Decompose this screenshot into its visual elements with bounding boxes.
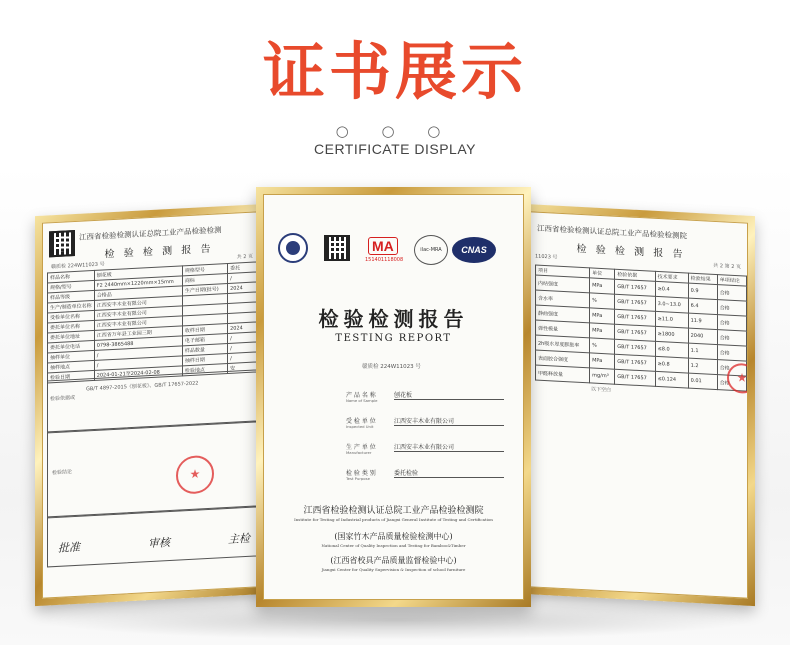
left-org-name: 江西省检验检测认证总院工业产品检验检测 xyxy=(79,225,222,242)
field-value: 委托检验 xyxy=(394,468,504,478)
left-basis-text: GB/T 4897-2015《刨花板》、GB/T 17657-2022 xyxy=(86,380,199,393)
table-header-cell: 单位 xyxy=(590,268,615,279)
ilac-mra-badge: ilac-MRA xyxy=(414,235,448,265)
table-cell: MPa xyxy=(590,278,615,294)
table-cell: 合格 xyxy=(717,315,746,332)
left-report-title: 检 验 检 测 报 告 xyxy=(104,243,214,261)
table-cell: 江西省万年县工业园三期 xyxy=(94,326,182,341)
table-cell: % xyxy=(590,338,615,354)
right-results-table xyxy=(535,265,747,392)
table-header-cell: 技术要求 xyxy=(655,271,688,283)
table-cell: 弹性模量 xyxy=(536,320,590,338)
table-cell: ≤8.0 xyxy=(655,341,688,358)
table-header-cell: 检验依据 xyxy=(615,269,655,281)
cma-badge: MA xyxy=(368,237,398,255)
table-cell: 江西安丰木业有限公司 xyxy=(94,316,182,331)
signature-main: 主检 xyxy=(228,531,250,546)
right-report-no: 11023 号 xyxy=(535,253,558,261)
table-cell: 1.2 xyxy=(688,358,717,375)
field-sublabel: Name of Sample xyxy=(346,398,378,403)
table-cell: ≥1800 xyxy=(655,326,688,343)
table-cell: 合格 xyxy=(717,330,746,347)
table-cell: 2h吸水厚度膨胀率 xyxy=(536,335,590,353)
table-cell: GB/T 17657 xyxy=(615,339,655,356)
table-cell: 样品等级 xyxy=(48,290,95,302)
table-cell: 生产/制造单位名称 xyxy=(48,300,95,312)
cnas-badge: CNAS xyxy=(452,237,496,263)
table-cell: ≥0.4 xyxy=(655,281,688,298)
center-title-cn: 检验检测报告 xyxy=(318,307,469,331)
right-org-name: 江西省检验检测认证总院工业产品检验检测院 xyxy=(537,223,687,241)
decorative-dots: ○ ○ ○ xyxy=(335,122,455,140)
table-cell: 刨花板 xyxy=(94,266,182,281)
table-cell: 委托 xyxy=(228,262,260,274)
center-org-en: Institute for Testing of Industrial products of Jiangxi General Institute of Testing and Certification xyxy=(294,517,493,522)
table-cell: 合格 xyxy=(717,300,746,317)
table-cell: MPa xyxy=(590,323,615,339)
table-cell: % xyxy=(590,293,615,309)
table-cell: GB/T 17657 xyxy=(615,294,655,311)
table-header-cell: 项目 xyxy=(536,265,590,278)
page-title: 证书展示 xyxy=(262,35,527,108)
table-cell: 生产日期(批号) xyxy=(182,283,227,295)
field-value: 江西安丰木业有限公司 xyxy=(394,442,504,452)
table-cell: 抽样日期 xyxy=(182,353,227,365)
center-certificate-frame[interactable] xyxy=(256,187,531,607)
table-cell: GB/T 17657 xyxy=(615,309,655,326)
signature-approve: 批准 xyxy=(58,540,80,555)
center-center1-en: National Center of Quality Inspection and Testing for Bamboo&Timber xyxy=(321,543,466,548)
left-report-no: 赣质检 224W11023 号 xyxy=(51,261,105,271)
left-basis-label: 检验依据或 xyxy=(50,394,76,403)
field-label: 受 检 单 位 xyxy=(346,418,376,425)
table-cell: 规格型号 xyxy=(182,263,227,275)
table-cell: / xyxy=(94,356,182,371)
red-seal-stamp xyxy=(176,455,214,495)
right-certificate-paper xyxy=(530,211,748,598)
field-label: 生 产 单 位 xyxy=(346,444,376,451)
table-cell: 委托单位电话 xyxy=(48,340,95,352)
table-cell: 静曲强度 xyxy=(536,305,590,323)
table-cell: F2 2440mm×1220mm×15mm xyxy=(94,276,182,291)
signature-review: 审核 xyxy=(148,536,170,551)
left-info-table xyxy=(47,261,260,383)
field-sublabel: Manufacturer xyxy=(346,450,372,455)
table-cell: 合格 xyxy=(717,285,746,302)
table-cell: / xyxy=(228,342,260,354)
left-page-count: 共 2 页 xyxy=(236,253,253,261)
qr-code-icon xyxy=(324,235,350,261)
left-conclusion-box xyxy=(47,421,260,517)
table-cell: 电子邮箱 xyxy=(182,333,227,345)
right-page-count: 共 2 第 2 页 xyxy=(713,262,741,271)
table-cell: 0.9 xyxy=(688,283,717,300)
right-footer-note: 以下空白 xyxy=(591,386,612,394)
table-cell: 2040 xyxy=(688,328,717,345)
table-cell: ≤0.124 xyxy=(655,371,688,388)
table-cell: / xyxy=(228,272,260,284)
table-header-cell: 单项结论 xyxy=(717,275,746,287)
table-cell: 江西安丰木业有限公司 xyxy=(94,296,182,311)
table-cell: 合格 xyxy=(717,375,746,392)
table-cell: 甲醛释放量 xyxy=(536,365,590,383)
center-center2-cn: (江西省校具产品质量监督检验中心) xyxy=(330,556,457,565)
right-certificate-frame[interactable] xyxy=(523,204,755,606)
table-cell: 合格 xyxy=(717,360,746,377)
field-label: 检 验 类 别 xyxy=(346,470,376,477)
right-report-title: 检 验 检 测 报 告 xyxy=(576,243,686,261)
table-cell: MPa xyxy=(590,353,615,369)
table-cell: GB/T 17657 xyxy=(615,354,655,371)
table-cell: 规格/型号 xyxy=(48,280,95,292)
table-cell: mg/m³ xyxy=(590,368,615,384)
table-cell: MPa xyxy=(590,308,615,324)
table-cell: ≥11.0 xyxy=(655,311,688,328)
table-cell: GB/T 17657 xyxy=(615,279,655,296)
center-report-no: 赣质检 224W11023 号 xyxy=(362,364,421,370)
table-cell: ≥0.8 xyxy=(655,356,688,373)
table-cell: 3.0~13.0 xyxy=(655,296,688,313)
table-cell: 商标 xyxy=(182,273,227,285)
table-cell: / xyxy=(228,352,260,364)
table-cell: 含水率 xyxy=(536,290,590,308)
table-cell: 委托单位地址 xyxy=(48,330,95,342)
table-cell: 检验日期 xyxy=(48,370,95,382)
table-cell: / xyxy=(228,332,260,344)
table-cell: 检验地点 xyxy=(182,363,227,375)
table-cell: 安 xyxy=(228,362,260,374)
field-value: 刨花板 xyxy=(394,390,504,400)
table-cell: 0.01 xyxy=(688,373,717,390)
page-subtitle: CERTIFICATE DISPLAY xyxy=(314,141,476,157)
field-sublabel: Inspected Unit xyxy=(346,424,374,429)
field-label: 产 品 名 称 xyxy=(346,392,376,399)
table-cell: 0798-3865488 xyxy=(94,336,182,351)
table-cell: 受检单位名称 xyxy=(48,310,95,322)
table-cell: 6.4 xyxy=(688,298,717,315)
center-title-en: TESTING REPORT xyxy=(335,333,452,344)
left-conclusion-label: 检验结论 xyxy=(52,469,73,477)
left-certificate-frame[interactable] xyxy=(35,204,267,606)
table-cell: 样品数量 xyxy=(182,343,227,355)
table-cell: 江西安丰木业有限公司 xyxy=(94,306,182,321)
table-cell: 内结强度 xyxy=(536,275,590,293)
field-value: 江西安丰木业有限公司 xyxy=(394,416,504,426)
table-cell: 委托单位名称 xyxy=(48,320,95,332)
table-cell: 2024-01-21至2024-02-08 xyxy=(94,366,182,381)
table-cell: 1.1 xyxy=(688,343,717,360)
center-center2-en: Jiangxi Center for Quality Supervision & Inspection of school furniture xyxy=(321,567,466,572)
table-cell: 表面胶合强度 xyxy=(536,350,590,368)
table-cell: GB/T 17657 xyxy=(615,369,655,386)
center-certificate-paper xyxy=(263,194,524,600)
table-cell: 样品名称 xyxy=(48,270,95,282)
cma-code: 151401118008 xyxy=(365,257,404,263)
center-org-cn: 江西省检验检测认证总院工业产品检验检测院 xyxy=(303,506,484,516)
table-cell: 收样日期 xyxy=(182,323,227,335)
institute-logo-icon xyxy=(278,233,308,263)
table-cell: 合格 xyxy=(717,345,746,362)
qr-code-icon xyxy=(49,230,75,257)
table-cell: 2024 xyxy=(228,322,260,334)
table-cell: 抽样地点 xyxy=(48,360,95,372)
table-cell: 合格品 xyxy=(94,286,182,301)
table-cell: 抽样单位 xyxy=(48,350,95,362)
field-sublabel: Test Purpose xyxy=(346,476,370,481)
table-cell: 2024 xyxy=(228,282,260,294)
center-center1-cn: (国家竹木产品质量检验检测中心) xyxy=(334,532,453,541)
table-cell: 11.9 xyxy=(688,313,717,330)
table-cell: / xyxy=(94,346,182,361)
table-header-cell: 检验结果 xyxy=(688,273,717,285)
left-certificate-paper xyxy=(42,211,260,598)
table-cell: GB/T 17657 xyxy=(615,324,655,341)
left-signature-box xyxy=(47,506,260,567)
